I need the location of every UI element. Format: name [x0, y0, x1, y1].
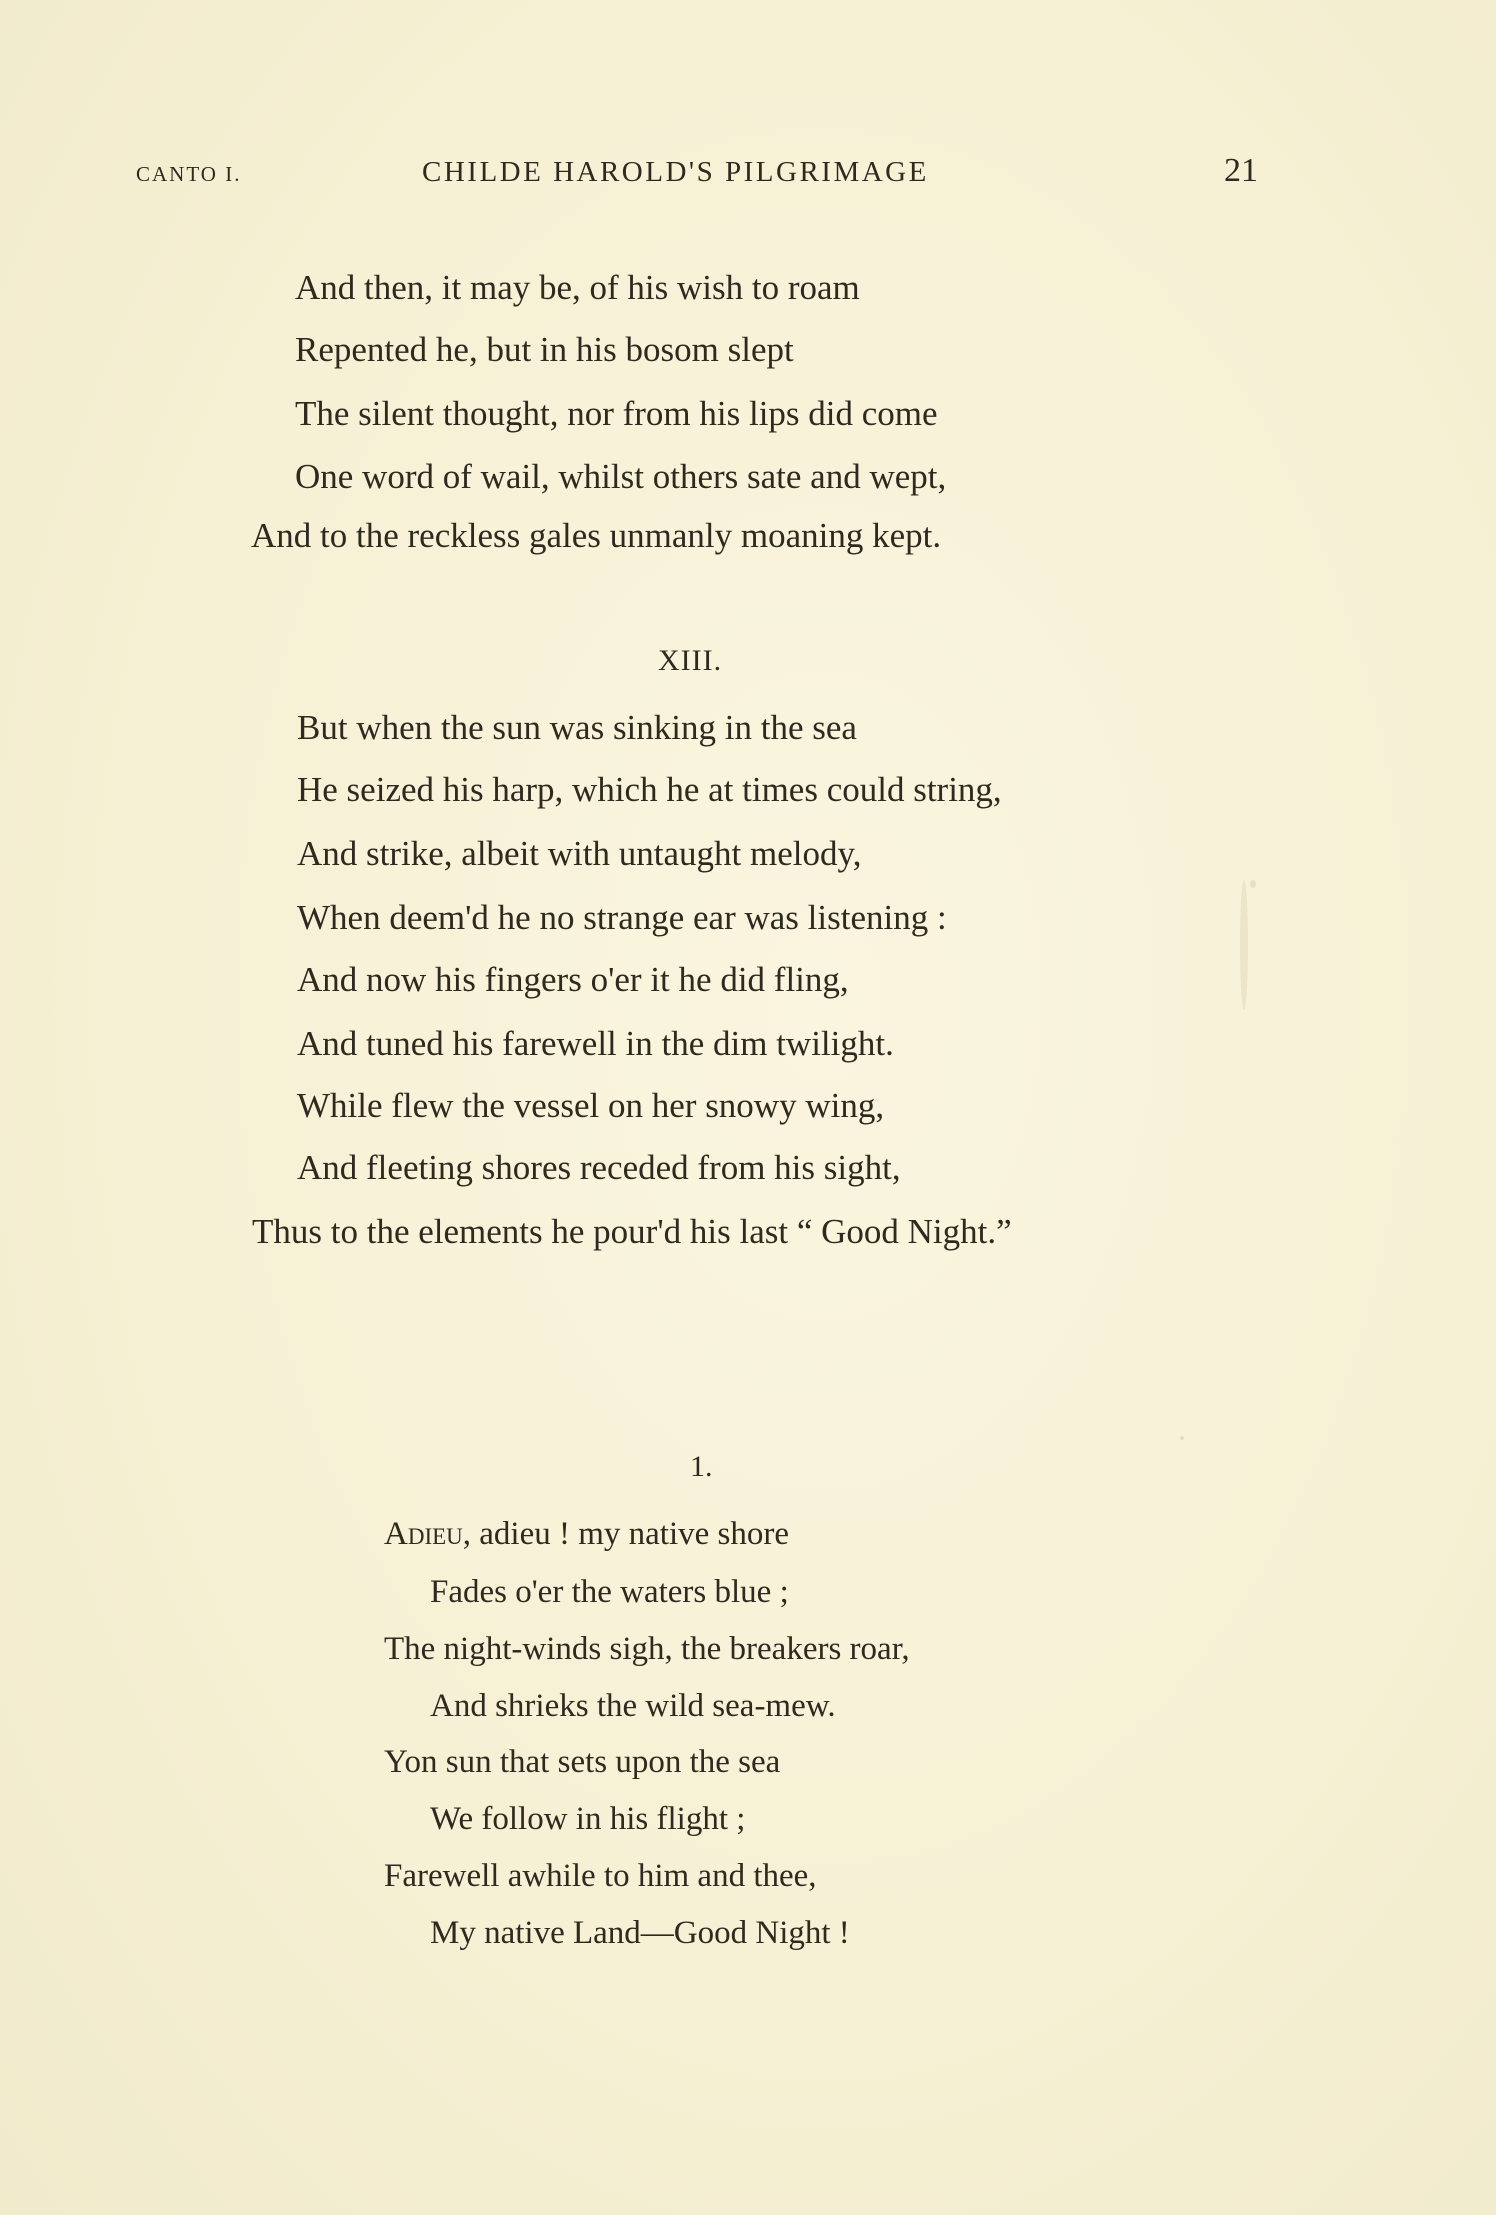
canto-label: CANTO I.: [136, 162, 242, 186]
verse-line: But when the sun was sinking in the sea: [297, 708, 857, 747]
verse-line: Thus to the elements he pour'd his last “ Good Night.”: [252, 1212, 1012, 1251]
running-header: [0, 152, 1496, 196]
verse-line: The silent thought, nor from his lips did come: [295, 394, 938, 433]
stanza-number: XIII.: [658, 644, 723, 677]
running-title: CHILDE HAROLD'S PILGRIMAGE: [422, 156, 929, 188]
verse-line: One word of wail, whilst others sate and wept,: [295, 457, 947, 496]
verse-line: And fleeting shores receded from his sight,: [297, 1148, 901, 1187]
verse-line: He seized his harp, which he at times could string,: [297, 770, 1002, 809]
verse-line: Repented he, but in his bosom slept: [295, 330, 794, 369]
paper-speck: [1180, 1436, 1184, 1440]
verse-line: My native Land—Good Night !: [430, 1915, 850, 1951]
verse-line: And shrieks the wild sea-mew.: [430, 1688, 836, 1724]
verse-line: Fades o'er the waters blue ;: [430, 1574, 789, 1610]
verse-line: Yon sun that sets upon the sea: [384, 1744, 781, 1780]
verse-line: The night-winds sigh, the breakers roar,: [384, 1631, 910, 1667]
paper-stain: [1240, 880, 1248, 1010]
song-stanza-number: 1.: [690, 1450, 713, 1483]
verse-line: We follow in his flight ;: [430, 1801, 746, 1837]
verse-line: And now his fingers o'er it he did fling,: [297, 960, 849, 999]
verse-line: And then, it may be, of his wish to roam: [295, 268, 860, 307]
verse-line: Farewell awhile to him and thee,: [384, 1858, 817, 1894]
verse-line-rest: , adieu ! my native shore: [462, 1516, 789, 1552]
verse-line: And strike, albeit with untaught melody,: [297, 834, 862, 873]
verse-line: And tuned his farewell in the dim twilight.: [297, 1024, 894, 1063]
paper-speck: [1250, 880, 1256, 888]
drop-word: Adieu: [384, 1516, 463, 1552]
verse-line: While flew the vessel on her snowy wing,: [297, 1086, 885, 1125]
verse-line: And to the reckless gales unmanly moaning kept.: [251, 516, 942, 555]
page-number: 21: [1224, 152, 1258, 189]
verse-line: When deem'd he no strange ear was listening :: [297, 898, 947, 937]
verse-line: [384, 1518, 789, 1551]
